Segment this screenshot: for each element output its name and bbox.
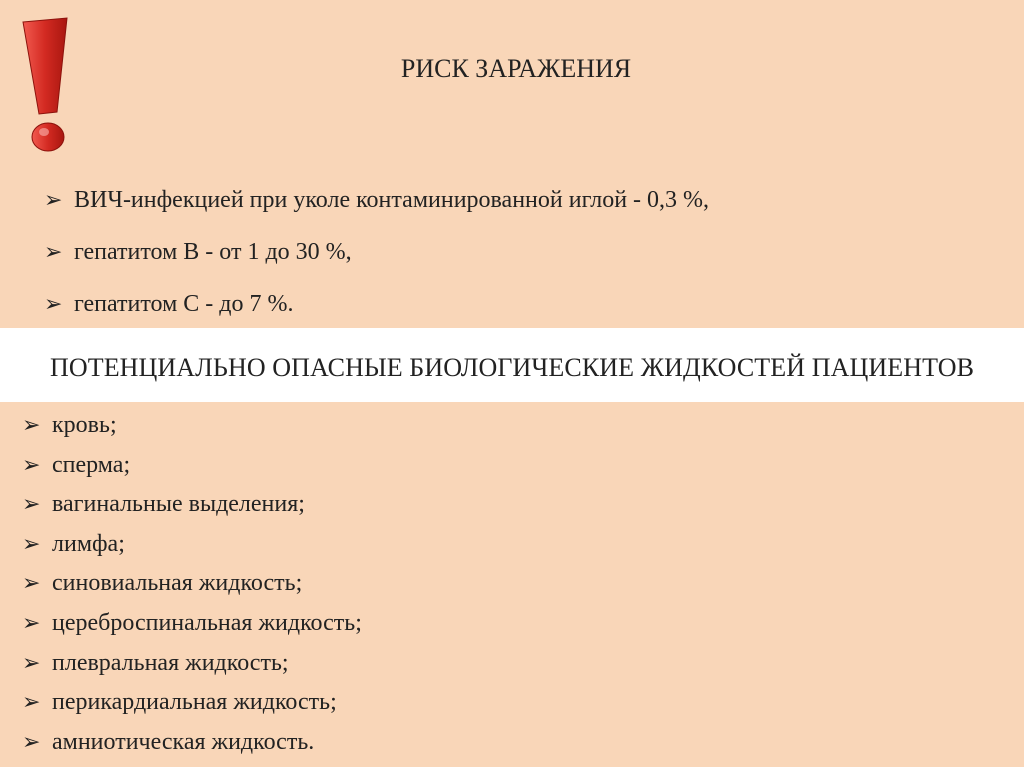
list-item	[22, 564, 362, 604]
risk-item-text: ВИЧ-инфекцией при уколе контаминированной иглой - 0,3 %,	[74, 187, 710, 213]
arrow-bullet-icon: ➢	[22, 531, 41, 557]
fluid-item-text: сперма;	[52, 451, 131, 478]
arrow-bullet-icon: ➢	[22, 610, 41, 636]
fluid-list	[22, 406, 362, 762]
arrow-bullet-icon: ➢	[22, 729, 41, 755]
risk-item-text: гепатитом В - от 1 до 30 %,	[74, 239, 352, 265]
list-item	[22, 604, 362, 644]
risk-list	[44, 180, 709, 336]
list-item	[44, 180, 709, 232]
arrow-bullet-icon: ➢	[22, 413, 41, 438]
section-heading: ПОТЕНЦИАЛЬНО ОПАСНЫЕ БИОЛОГИЧЕСКИЕ ЖИДКОСТЕЙ ПАЦИЕНТОВ	[49, 353, 975, 382]
exclamation-icon	[17, 14, 73, 154]
risk-item-text: гепатитом С - до 7 %.	[74, 291, 294, 317]
list-item	[22, 723, 362, 763]
list-item	[22, 644, 362, 684]
arrow-bullet-icon: ➢	[44, 240, 63, 265]
arrow-bullet-icon: ➢	[44, 188, 63, 213]
fluid-item-text: кровь;	[52, 412, 117, 438]
arrow-bullet-icon: ➢	[22, 650, 41, 676]
slide-title: РИСК ЗАРАЖЕНИЯ	[400, 54, 632, 83]
list-item	[22, 406, 362, 446]
list-item	[22, 525, 362, 565]
arrow-bullet-icon: ➢	[22, 690, 41, 716]
arrow-bullet-icon: ➢	[22, 571, 41, 597]
arrow-bullet-icon: ➢	[22, 492, 41, 518]
list-item	[22, 446, 362, 486]
list-item	[22, 683, 362, 723]
arrow-bullet-icon: ➢	[22, 452, 41, 478]
fluid-item-text: синовиальная жидкость;	[52, 570, 303, 597]
arrow-bullet-icon: ➢	[44, 292, 63, 317]
fluid-item-text: амниотическая жидкость.	[52, 728, 315, 755]
fluid-item-text: перикардиальная жидкость;	[52, 689, 337, 716]
fluid-item-text: вагинальные выделения;	[52, 491, 305, 518]
fluid-item-text: цереброспинальная жидкость;	[52, 609, 362, 636]
fluid-item-text: плевральная жидкость;	[52, 649, 289, 676]
list-item	[44, 232, 709, 284]
fluid-item-text: лимфа;	[52, 530, 125, 557]
list-item	[44, 284, 709, 336]
list-item	[22, 485, 362, 525]
